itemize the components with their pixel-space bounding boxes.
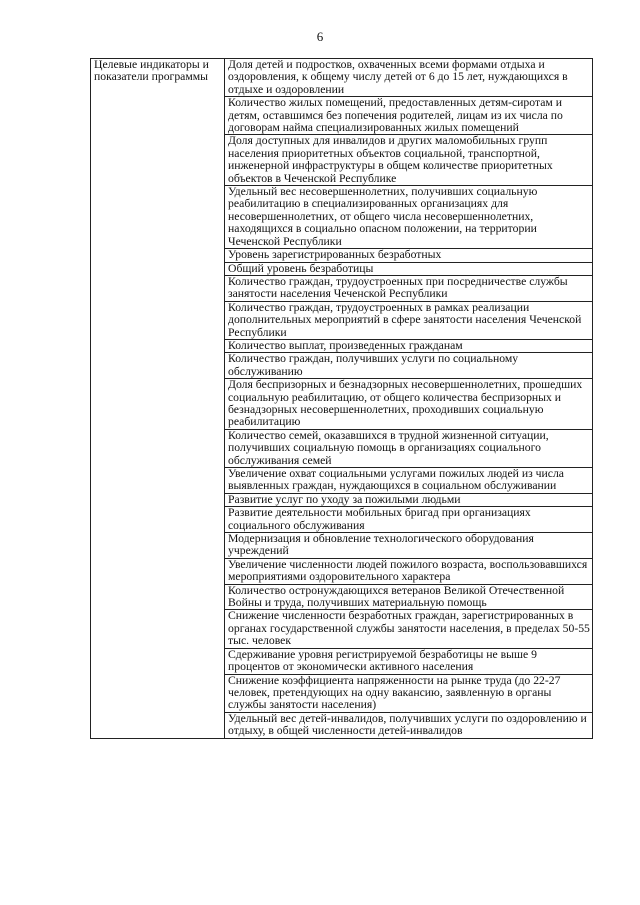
indicator-text: Доля детей и подростков, охваченных всеми формами отдыха и оздоровления, к общему числу детей от 6 до 15 лет, нуждающихся в отдыхе и оздоровлении [228, 58, 568, 96]
indicators-table [90, 58, 593, 739]
indicator-text: Количество выплат, произведенных гражданам [228, 338, 463, 352]
indicator-text: Увеличение численности людей пожилого возраста, воспользовавшихся мероприятиями оздоровительного характера [228, 557, 588, 584]
indicator-text: Количество остронуждающихся ветеранов Великой Отечественной Войны и труда, получивших материальную помощь [228, 583, 565, 610]
indicator-cell [225, 648, 593, 674]
indicator-text: Количество жилых помещений, предоставленных детям-сиротам и детям, оставшимся без попечения родителей, лицам из их числа по договорам найма специализированных жилых помещений [228, 96, 563, 135]
indicator-text: Развитие услуг по уходу за пожилыми людьми [228, 492, 461, 506]
indicator-cell [225, 558, 593, 584]
indicator-cell [225, 468, 593, 494]
indicator-cell [225, 584, 593, 610]
indicator-cell [225, 262, 593, 275]
indicator-cell [225, 533, 593, 559]
indicator-cell [225, 379, 593, 430]
indicator-cell [225, 186, 593, 249]
indicator-cell [225, 59, 593, 97]
indicator-text: Количество граждан, получивших услуги по социальному обслуживанию [228, 352, 519, 378]
indicator-cell [225, 429, 593, 467]
table-row [91, 59, 593, 97]
indicator-cell [225, 339, 593, 352]
indicator-text: Количество граждан, трудоустроенных в рамках реализации дополнительных мероприятий в сфере занятости населения Чеченской Республики [228, 300, 582, 339]
indicator-cell [225, 135, 593, 186]
section-label-cell [91, 59, 225, 739]
indicator-text: Снижение численности безработных граждан, зарегистрированных в органах государственной службы занятости населения, в пределах 50-55 тыс. человек [228, 609, 590, 648]
indicator-cell [225, 507, 593, 533]
indicator-text: Модернизация и обновление технологического оборудования учреждений [228, 532, 534, 558]
indicator-cell [225, 674, 593, 712]
indicator-text: Общий уровень безработицы [228, 261, 374, 275]
indicator-text: Увеличение охват социальными услугами пожилых людей из числа выявленных граждан, нуждающихся в социальном обслуживании [228, 467, 564, 493]
indicator-cell [225, 493, 593, 506]
indicators-table-body [91, 59, 593, 739]
indicator-text: Развитие деятельности мобильных бригад при организациях социального обслуживания [228, 506, 531, 532]
indicator-cell [225, 275, 593, 301]
indicator-cell [225, 249, 593, 262]
indicator-text: Удельный вес несовершеннолетних, получивших социальную реабилитацию в специализированных организациях для несовершеннолетних, от общего числа несовершеннолетних, находящихся в социально опасном положении, на территории Чеченской Республики [228, 185, 538, 248]
indicator-cell [225, 97, 593, 135]
indicator-text: Доля беспризорных и безнадзорных несовершеннолетних, прошедших социальную реабилитацию, от общего количества беспризорных и безнадзорных несовершеннолетних, проходивших социальную реабилитацию [228, 378, 583, 429]
indicator-text: Снижение коэффициента напряженности на рынке труда (до 22-27 человек, претендующих на одну вакансию, заявленную в органы службы занятости населения) [228, 673, 561, 712]
page-number: 6 [316, 29, 324, 44]
indicator-cell [225, 712, 593, 738]
indicator-text: Количество граждан, трудоустроенных при посредничестве службы занятости населения Чеченской Республики [228, 274, 568, 301]
indicator-text: Сдерживание уровня регистрируемой безработицы не выше 9 процентов от экономически активного населения [228, 647, 537, 674]
indicator-cell [225, 353, 593, 379]
indicator-text: Удельный вес детей-инвалидов, получивших услуги по оздоровлению и отдыху, в общей численности детей-инвалидов [228, 711, 587, 738]
indicator-text: Уровень зарегистрированных безработных [228, 248, 442, 262]
indicator-text: Количество семей, оказавшихся в трудной жизненной ситуации, получивших социальную помощь в организациях социального обслуживания семей [228, 428, 549, 467]
indicator-cell [225, 301, 593, 339]
indicator-text: Доля доступных для инвалидов и других маломобильных групп населения приоритетных объектов социальной, транспортной, инженерной инфраструктуры в общем количестве приоритетных объектов в Чеченской Республике [228, 134, 553, 185]
section-label: Целевые индикаторы и показатели программы [94, 58, 209, 84]
indicator-cell [225, 610, 593, 648]
